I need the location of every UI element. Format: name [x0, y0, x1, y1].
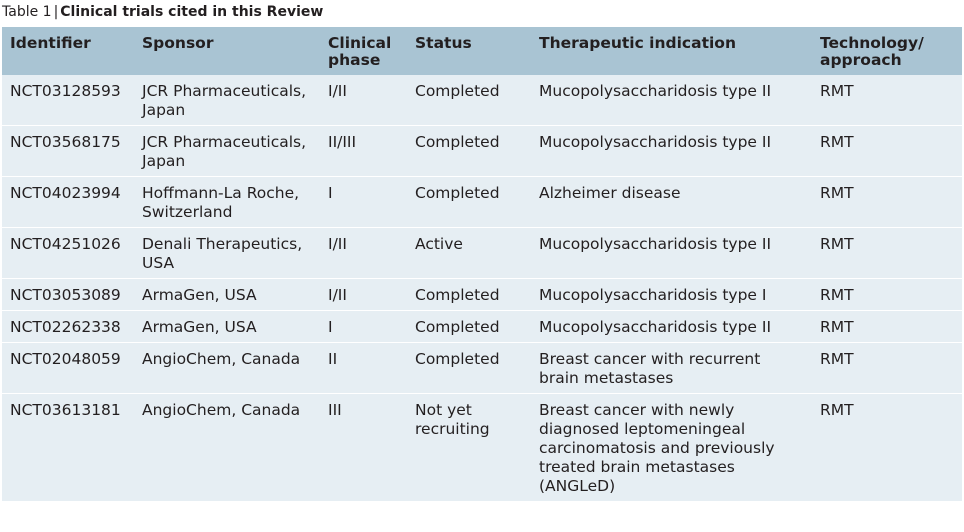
table-caption	[2, 2, 323, 22]
cell-therapeutic-indication: Mucopolysaccharidosis type II	[531, 75, 812, 126]
caption-separator: |	[53, 4, 59, 20]
cell-clinical-phase: I/II	[320, 228, 407, 279]
cell-sponsor: JCR Pharmaceuticals, Japan	[134, 75, 320, 126]
cell-status: Not yet recruiting	[407, 394, 531, 502]
cell-status: Completed	[407, 126, 531, 177]
header-therapeutic-indication: Therapeutic indication	[531, 27, 812, 75]
header-technology-approach: Technology/ approach	[812, 27, 962, 75]
cell-therapeutic-indication: Mucopolysaccharidosis type II	[531, 311, 812, 343]
table-row	[2, 75, 962, 126]
caption-title: Clinical trials cited in this Review	[60, 4, 324, 20]
cell-clinical-phase: I	[320, 177, 407, 228]
cell-technology-approach: RMT	[812, 75, 962, 126]
cell-clinical-phase: I/II	[320, 75, 407, 126]
cell-status: Completed	[407, 177, 531, 228]
cell-technology-approach: RMT	[812, 279, 962, 311]
cell-clinical-phase: I/II	[320, 279, 407, 311]
cell-therapeutic-indication: Alzheimer disease	[531, 177, 812, 228]
cell-sponsor: AngioChem, Canada	[134, 394, 320, 502]
cell-status: Completed	[407, 343, 531, 394]
cell-technology-approach: RMT	[812, 394, 962, 502]
header-status: Status	[407, 27, 531, 75]
cell-therapeutic-indication: Mucopolysaccharidosis type II	[531, 228, 812, 279]
cell-clinical-phase: III	[320, 394, 407, 502]
table-row	[2, 343, 962, 394]
table-body	[2, 75, 962, 501]
cell-sponsor: AngioChem, Canada	[134, 343, 320, 394]
cell-identifier: NCT03613181	[2, 394, 134, 502]
header-clinical-phase: Clinical phase	[320, 27, 407, 75]
cell-identifier: NCT04023994	[2, 177, 134, 228]
cell-status: Completed	[407, 75, 531, 126]
cell-technology-approach: RMT	[812, 126, 962, 177]
cell-identifier: NCT03128593	[2, 75, 134, 126]
table-row	[2, 394, 962, 502]
cell-clinical-phase: I	[320, 311, 407, 343]
header-identifier: Identifier	[2, 27, 134, 75]
cell-clinical-phase: II	[320, 343, 407, 394]
table-row	[2, 228, 962, 279]
table-row	[2, 177, 962, 228]
header-row	[2, 27, 962, 75]
cell-identifier: NCT03568175	[2, 126, 134, 177]
cell-sponsor: JCR Pharmaceuticals, Japan	[134, 126, 320, 177]
cell-sponsor: ArmaGen, USA	[134, 311, 320, 343]
cell-technology-approach: RMT	[812, 177, 962, 228]
cell-technology-approach: RMT	[812, 228, 962, 279]
table-row	[2, 126, 962, 177]
cell-therapeutic-indication: Mucopolysaccharidosis type I	[531, 279, 812, 311]
cell-identifier: NCT04251026	[2, 228, 134, 279]
cell-sponsor: ArmaGen, USA	[134, 279, 320, 311]
cell-sponsor: Denali Therapeutics, USA	[134, 228, 320, 279]
cell-clinical-phase: II/III	[320, 126, 407, 177]
cell-technology-approach: RMT	[812, 343, 962, 394]
cell-identifier: NCT02262338	[2, 311, 134, 343]
cell-sponsor: Hoffmann-La Roche, Switzerland	[134, 177, 320, 228]
clinical-trials-table	[2, 27, 962, 501]
cell-therapeutic-indication: Mucopolysaccharidosis type II	[531, 126, 812, 177]
cell-therapeutic-indication: Breast cancer with recurrent brain metastases	[531, 343, 812, 394]
cell-therapeutic-indication: Breast cancer with newly diagnosed leptomeningeal carcinomatosis and previously treated brain metastases (ANGLeD)	[531, 394, 812, 502]
cell-technology-approach: RMT	[812, 311, 962, 343]
cell-identifier: NCT03053089	[2, 279, 134, 311]
table-row	[2, 279, 962, 311]
cell-status: Completed	[407, 311, 531, 343]
table-row	[2, 311, 962, 343]
cell-identifier: NCT02048059	[2, 343, 134, 394]
caption-label: Table 1	[2, 4, 52, 20]
header-sponsor: Sponsor	[134, 27, 320, 75]
cell-status: Active	[407, 228, 531, 279]
cell-status: Completed	[407, 279, 531, 311]
